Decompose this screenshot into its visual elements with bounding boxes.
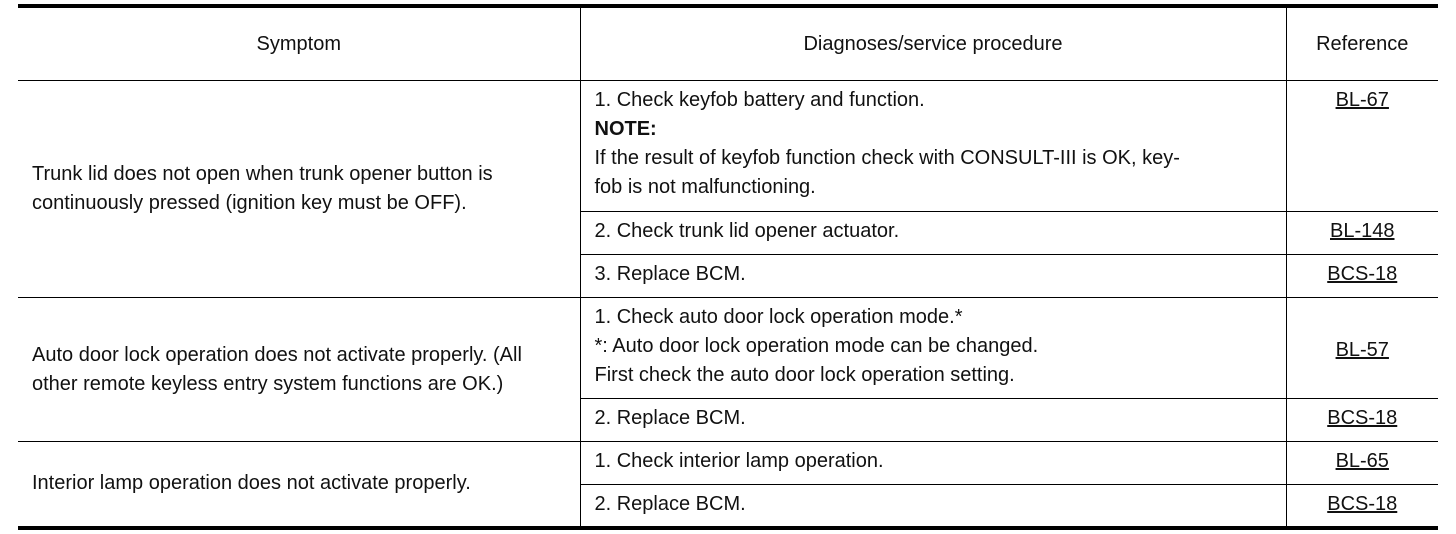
- symptom-cell: Interior lamp operation does not activate properly.: [18, 442, 580, 528]
- procedure-cell: 2. Replace BCM.: [580, 485, 1286, 528]
- diagnosis-table: [18, 4, 1438, 530]
- reference-link[interactable]: BCS-18: [1327, 407, 1398, 429]
- procedure-cell: [580, 81, 1286, 212]
- header-symptom: Symptom: [18, 6, 580, 81]
- note-text: fob is not malfunctioning.: [594, 176, 816, 198]
- procedure-cell: 2. Check trunk lid opener actuator.: [580, 212, 1286, 255]
- procedure-cell: 2. Replace BCM.: [580, 399, 1286, 442]
- procedure-detail: First check the auto door lock operation setting.: [594, 364, 1015, 386]
- table-row: [18, 442, 1438, 485]
- header-procedure: Diagnoses/service procedure: [580, 6, 1286, 81]
- table-row: [18, 298, 1438, 399]
- symptom-cell: Trunk lid does not open when trunk opener button is continuously pressed (ignition key must be OFF).: [18, 81, 580, 298]
- reference-link[interactable]: BL-65: [1335, 450, 1389, 472]
- reference-link[interactable]: BL-57: [1335, 339, 1389, 361]
- procedure-cell: [580, 298, 1286, 399]
- reference-cell: [1286, 212, 1438, 255]
- reference-cell: [1286, 255, 1438, 298]
- procedure-cell: 1. Check interior lamp operation.: [580, 442, 1286, 485]
- table-row: [18, 81, 1438, 212]
- reference-link[interactable]: BCS-18: [1327, 263, 1398, 285]
- symptom-cell: Auto door lock operation does not activate properly. (All other remote keyless entry system functions are OK.): [18, 298, 580, 442]
- procedure-cell: 3. Replace BCM.: [580, 255, 1286, 298]
- procedure-step: 1. Check keyfob battery and function.: [594, 89, 925, 111]
- header-row: [18, 6, 1438, 81]
- procedure-detail: *: Auto door lock operation mode can be changed.: [594, 335, 1039, 357]
- reference-link[interactable]: BL-67: [1335, 89, 1389, 111]
- reference-link[interactable]: BCS-18: [1327, 493, 1398, 515]
- note-label: NOTE:: [594, 118, 657, 140]
- reference-cell: [1286, 298, 1438, 399]
- note-text: If the result of keyfob function check with CONSULT-III is OK, key-: [594, 147, 1180, 169]
- reference-cell: [1286, 485, 1438, 528]
- reference-cell: [1286, 442, 1438, 485]
- reference-cell: [1286, 81, 1438, 212]
- reference-link[interactable]: BL-148: [1330, 220, 1395, 242]
- reference-cell: [1286, 399, 1438, 442]
- header-reference: Reference: [1286, 6, 1438, 81]
- procedure-step: 1. Check auto door lock operation mode.*: [594, 306, 963, 328]
